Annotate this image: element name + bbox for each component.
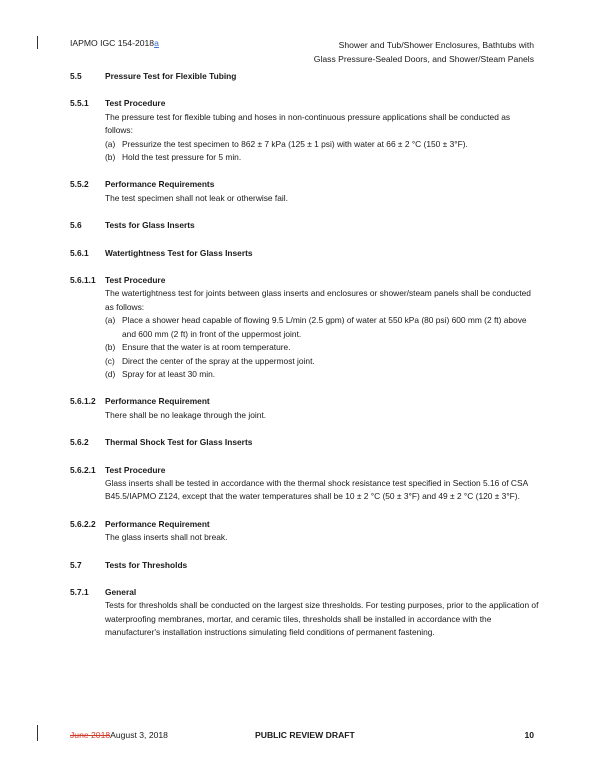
section-heading [70, 464, 540, 477]
section-heading [70, 395, 540, 408]
list-item-text: Pressurize the test specimen to 862 ± 7 kPa (125 ± 1 psi) with water at 66 ± 2 °C (150 ± 3°F). [122, 138, 468, 149]
footer-date-inserted: August 3, 2018 [110, 730, 168, 740]
list-item [70, 151, 540, 164]
section-title: Performance Requirements [105, 179, 215, 190]
spacer [70, 572, 540, 586]
paragraph: The watertightness test for joints between glass inserts and enclosures or shower/steam panels shall be conducted as follows: [105, 288, 531, 312]
paragraph: The test specimen shall not leak or otherwise fail. [105, 192, 288, 203]
section-number: 5.6.1.2 [70, 396, 96, 407]
spacer [70, 450, 540, 464]
footer-date-deleted: June 2018 [70, 730, 111, 740]
list-item-text: Spray for at least 30 min. [122, 368, 216, 379]
spacer [70, 164, 540, 178]
spacer [70, 83, 540, 97]
list-item [70, 368, 540, 381]
section-number: 5.6.2 [70, 437, 89, 448]
section-number: 5.7 [70, 559, 82, 570]
section-heading [70, 586, 540, 599]
paragraph: The pressure test for flexible tubing and hoses in non-continuous pressure applications shall be conducted as follows: [105, 111, 511, 136]
spacer [70, 260, 540, 274]
section-title: Pressure Test for Flexible Tubing [105, 71, 237, 81]
list-item-text: Ensure that the water is at room temperature. [122, 342, 291, 353]
header-title [314, 38, 534, 66]
header-title-line-1: Shower and Tub/Shower Enclosures, Bathtubs with [338, 40, 534, 50]
footer-date [70, 730, 168, 740]
spacer [70, 545, 540, 559]
section-title: Test Procedure [105, 98, 166, 109]
paragraph: The glass inserts shall not break. [105, 532, 228, 543]
list-item [70, 314, 540, 341]
section-number: 5.5.2 [70, 179, 89, 190]
list-item-text: Direct the center of the spray at the uppermost joint. [122, 355, 315, 366]
header-title-line-2: Glass Pressure-Sealed Doors, and Shower/Steam Panels [313, 54, 534, 64]
header-doc-id [70, 38, 159, 48]
list-marker: (d) [105, 368, 116, 379]
section-number: 5.6.1.1 [70, 275, 96, 286]
section-title: Performance Requirement [105, 518, 210, 529]
list-item [70, 341, 540, 354]
section-heading [70, 559, 540, 572]
list-marker: (a) [105, 138, 116, 149]
list-item [70, 355, 540, 368]
section-title: Thermal Shock Test for Glass Inserts [105, 437, 253, 448]
section-number: 5.6.2.2 [70, 518, 96, 529]
change-bar-top [37, 36, 38, 49]
list-marker: (b) [105, 152, 116, 163]
section-number: 5.6.2.1 [70, 464, 96, 475]
section-number: 5.5 [70, 71, 82, 81]
spacer [70, 233, 540, 247]
doc-id-text: IAPMO IGC 154-2018 [70, 38, 155, 48]
list-item-text: Place a shower head capable of flowing 9.5 L/min (2.5 gpm) of water at 550 kPa (80 psi) 600 mm (2 ft) above and 600 mm (2 ft) in front of the uppermost joint. [122, 315, 527, 339]
spacer [70, 504, 540, 518]
section-number: 5.6.1 [70, 247, 89, 258]
doc-id-insertion: a [154, 38, 159, 48]
list-marker: (b) [105, 342, 116, 353]
paragraph: Tests for thresholds shall be conducted on the largest size thresholds. For testing purposes, prior to the application of waterproofing membranes, mortar, and ceramic tiles, thresholds shall be installed in accordance with the manufacturer's installation instructions simulating field conditions of permanent fastening. [105, 600, 539, 638]
section-heading [70, 436, 540, 449]
section-title: Tests for Glass Inserts [105, 220, 195, 231]
section-heading [70, 97, 540, 110]
section-title: Test Procedure [105, 464, 166, 475]
spacer [70, 205, 540, 219]
document-body [70, 70, 540, 640]
spacer [70, 422, 540, 436]
footer-page-number: 10 [524, 730, 534, 740]
paragraph: There shall be no leakage through the joint. [105, 409, 267, 420]
paragraph: Glass inserts shall be tested in accordance with the thermal shock resistance test specified in Section 5.16 of CSA B45.5/IAPMO Z124, except that the water temperatures shall be 10 ± 2 °C (50 ± 3°F) and 49 ± 2 °C (120 ± 3°F). [105, 477, 528, 502]
section-heading [70, 247, 540, 260]
list-marker: (c) [105, 355, 115, 366]
section-heading [70, 219, 540, 232]
section-heading [70, 274, 540, 287]
list-item-text: Hold the test pressure for 5 min. [122, 152, 242, 163]
footer-draft-label: PUBLIC REVIEW DRAFT [255, 730, 355, 740]
section-title: General [105, 586, 137, 597]
list-marker: (a) [105, 315, 116, 326]
section-title: Watertightness Test for Glass Inserts [105, 247, 253, 258]
section-heading [70, 70, 540, 83]
section-title: Test Procedure [105, 275, 166, 286]
spacer [70, 381, 540, 395]
section-heading [70, 518, 540, 531]
section-title: Tests for Thresholds [105, 559, 188, 570]
section-number: 5.6 [70, 220, 82, 231]
list-item [70, 138, 540, 151]
section-number: 5.5.1 [70, 98, 89, 109]
section-heading [70, 178, 540, 191]
change-bar-bottom [37, 725, 38, 741]
section-number: 5.7.1 [70, 586, 89, 597]
section-title: Performance Requirement [105, 396, 210, 407]
